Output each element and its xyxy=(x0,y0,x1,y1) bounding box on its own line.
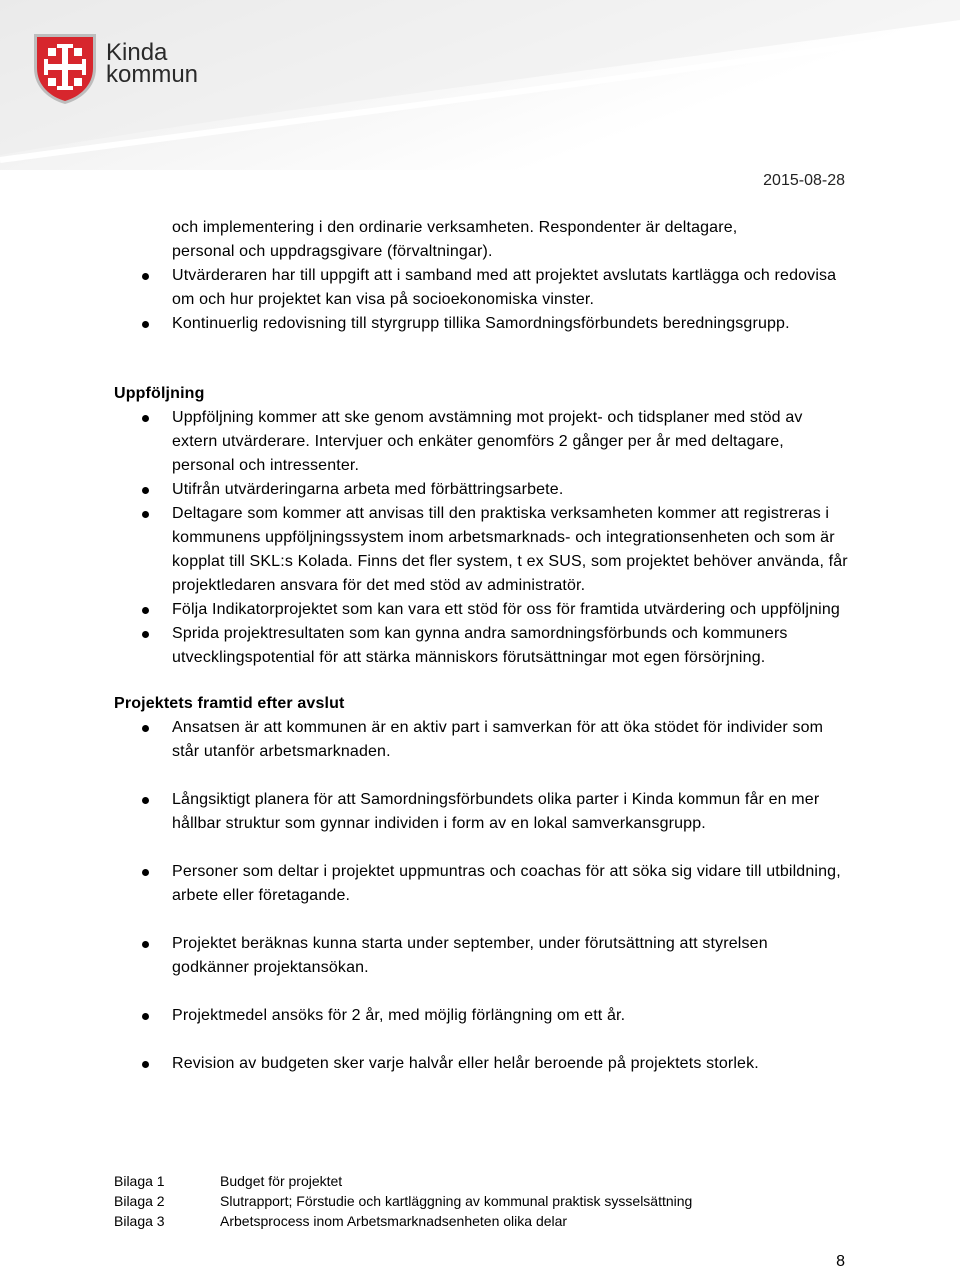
logo-text xyxy=(106,39,199,88)
section-heading-followup: Uppföljning xyxy=(114,385,205,402)
page-number: 8 xyxy=(836,1253,845,1270)
logo-text-line1: Kinda xyxy=(106,39,168,66)
spacer xyxy=(114,670,849,692)
appendix-title: Arbetsprocess inom Arbetsmarknadsenheten olika delar xyxy=(220,1213,568,1229)
list-item: Utifrån utvärderingarna arbeta med förbättringsarbete. xyxy=(114,478,849,502)
intro-continuation-line-2: personal och uppdragsgivare (förvaltningar). xyxy=(172,243,493,260)
list-item: Följa Indikatorprojektet som kan vara ett stöd för oss för framtida utvärdering och uppföljning xyxy=(114,598,849,622)
appendix-title: Slutrapport; Förstudie och kartläggning av kommunal praktisk sysselsättning xyxy=(220,1193,693,1209)
future-bullet-list xyxy=(114,716,849,1076)
appendix-label: Bilaga 3 xyxy=(114,1213,165,1229)
list-item: Kontinuerlig redovisning till styrgrupp tillika Samordningsförbundets beredningsgrupp. xyxy=(114,312,849,336)
document-body xyxy=(114,216,849,1076)
list-item: Projektmedel ansöks för 2 år, med möjlig förlängning om ett år. xyxy=(114,1004,849,1028)
list-item: Projektet beräknas kunna starta under september, under förutsättning att styrelsen godkänner projektansökan. xyxy=(114,932,849,980)
appendix-title: Budget för projektet xyxy=(220,1173,343,1189)
appendix-label: Bilaga 1 xyxy=(114,1173,165,1189)
appendix-row xyxy=(114,1191,834,1211)
list-item: Personer som deltar i projektet uppmuntras och coachas för att söka sig vidare till utbildning, arbete eller företagande. xyxy=(114,860,849,908)
spacer xyxy=(114,336,849,382)
section-heading-future: Projektets framtid efter avslut xyxy=(114,695,345,712)
list-item: Långsiktigt planera för att Samordningsförbundets olika parter i Kinda kommun får en mer hållbar struktur som gynnar individen i form av en lokal samverkansgrupp. xyxy=(114,788,849,836)
list-item: Revision av budgeten sker varje halvår eller helår beroende på projektets storlek. xyxy=(114,1052,849,1076)
followup-bullet-list xyxy=(114,406,849,670)
list-item: Ansatsen är att kommunen är en aktiv part i samverkan för att öka stödet för individer som står utanför arbetsmarknaden. xyxy=(114,716,849,764)
appendix-list xyxy=(114,1171,834,1231)
appendix-row xyxy=(114,1171,834,1191)
appendix-row xyxy=(114,1211,834,1231)
intro-continuation-line-1: och implementering i den ordinarie verksamheten. Respondenter är deltagare, xyxy=(172,219,738,236)
list-item: Utvärderaren har till uppgift att i samband med att projektet avslutats kartlägga och redovisa om och hur projektet kan visa på socioekonomiska vinster. xyxy=(114,264,849,312)
list-item: Sprida projektresultaten som kan gynna andra samordningsförbunds och kommuners utvecklingspotential för att stärka människors förutsättningar mot egen försörjning. xyxy=(114,622,849,670)
intro-bullet-list xyxy=(114,264,849,336)
list-item: Deltagare som kommer att anvisas till den praktiska verksamheten kommer att registreras i kommunens uppföljningssystem inom arbetsmarknads- och integrationsenheten och som är kopplat till SKL:s Kolada. Finns det fler system, t ex SUS, som projektet behöver använda, får projektledaren ansvara för det med stöd av administratör. xyxy=(114,502,849,598)
appendix-label: Bilaga 2 xyxy=(114,1193,165,1209)
logo-text-line2: kommun xyxy=(106,61,199,88)
document-date: 2015-08-28 xyxy=(763,172,845,189)
kinda-kommun-logo-icon xyxy=(30,30,100,106)
list-item: Uppföljning kommer att ske genom avstämning mot projekt- och tidsplaner med stöd av extern utvärderare. Intervjuer och enkäter genomförs 2 gånger per år med deltagare, personal och intressenter. xyxy=(114,406,849,478)
